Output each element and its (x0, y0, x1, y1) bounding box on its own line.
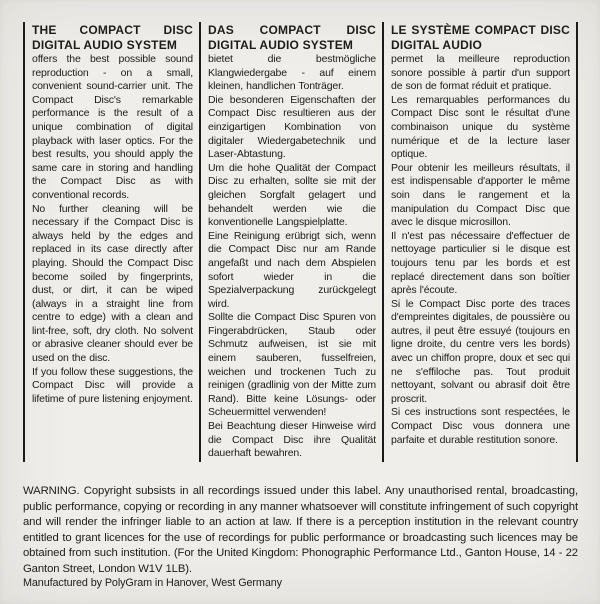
french-paragraph: Les remarquables performances du Compact Disc sont le résultat d'une combinaison unique du système numérique et de la lecture laser optique. (391, 93, 570, 161)
english-paragraph: No further cleaning will be necessary if the Compact Disc is always held by the edges and replaced in its case directly after playing. Should the Compact Disc become soiled by fingerprints, dust, or dirt, it can be wiped (always in a straight line from centre to edge) with a clean and lint-free, soft, dry cloth. No solvent or abrasive cleaner should ever be used on the disc. (32, 202, 193, 365)
column-english (23, 22, 199, 462)
copyright-warning: WARNING. Copyright subsists in all recordings issued under this label. Any unauthorised rental, broadcasting, public performance, copying or recording in any manner whatsoever will constitute infringement of such copyright and will render the infringer liable to an action at law. If there is a perception institution in the relevant country entitled to grant licences for the use of recordings for public performance or broadcasting such licences may be obtained from such institution. (For the United Kingdom: Phonographic Performance Ltd., Ganton House, 14 - 22 Ganton Street, London W1V 1LB). (23, 485, 578, 575)
french-paragraph: Pour obtenir les meilleurs résultats, il est indispensable d'apporter le même soin dans le rangement et la manipulation du Compact Disc que avec le disque microsillon. (391, 161, 570, 229)
german-paragraph: bietet die bestmögliche Klangwiedergabe - auf einem kleinen, handlichen Tonträger. (208, 53, 376, 93)
column-german (199, 22, 382, 462)
french-paragraph: Si le Compact Disc porte des traces d'empreintes digitales, de poussière ou autres, il peut être essuyé (toujours en ligne droite, du centre vers les bords) avec un chiffon propre, doux et sec qui ne s'effiloche pas. Tout produit nettoyant, solvant ou abrasif doit être proscrit. (391, 297, 570, 405)
german-paragraph: Die besonderen Eigenschaften der Compact Disc resultieren aus der einzigartigen Kombination von digitaler Wiedergabetechnik und Laser-Abtastung. (208, 93, 376, 161)
french-paragraph: permet la meilleure reproduction sonore possible à partir d'un support de son de format réduit et pratique. (391, 53, 570, 93)
german-paragraph: Sollte die Compact Disc Spuren von Fingerabdrücken, Staub oder Schmutz aufweisen, ist sie mit einem sauberen, fusselfreien, weichen und trockenen Tuch zu reinigen (gradlinig von der Mitte zum Rand). Bitte keine Lösungs- oder Scheuermittel verwenden! (208, 311, 376, 419)
care-instructions-columns (23, 22, 578, 462)
column-english-heading: THE COMPACT DISC DIGITAL AUDIO SYSTEM (32, 23, 193, 52)
german-paragraph: Bei Beachtung dieser Hinweise wird die Compact Disc ihre Qualität dauerhaft bewahren. (208, 420, 376, 460)
manufactured-note: Manufactured by PolyGram in Hanover, West Germany (23, 577, 282, 589)
french-paragraph: Si ces instructions sont respectées, le Compact Disc vous donnera une parfaite et durable restitution sonore. (391, 406, 570, 446)
french-paragraph: Il n'est pas nécessaire d'effectuer de nettoyage particulier si le disque est toujours tenu par les bords et est replacé directement dans son boîtier après l'écoute. (391, 229, 570, 297)
english-paragraph: If you follow these suggestions, the Compact Disc will provide a lifetime of pure listening enjoyment. (32, 365, 193, 405)
column-french (382, 22, 578, 462)
english-paragraph: offers the best possible sound reproduction - on a small, convenient sound-carrier unit. The Compact Disc's remarkable performance is the result of a unique combination of digital playback with laser optics. For the best results, you should apply the same care in storing and handling the Compact Disc as with conventional records. (32, 53, 193, 201)
german-paragraph: Um die hohe Qualität der Compact Disc zu erhalten, sollte sie mit der gleichen Sorgfalt gelagert und behandelt werden wie die konventionelle Langspielplatte. (208, 161, 376, 229)
german-paragraph: Eine Reinigung erübrigt sich, wenn die Compact Disc nur am Rande angefaßt und nach dem Abspielen sofort wieder in die Spezialverpackung zurückgelegt wird. (208, 229, 376, 310)
column-german-heading: DAS COMPACT DISC DIGITAL AUDIO SYSTEM (208, 23, 376, 52)
column-french-heading: LE SYSTÈME COMPACT DISC DIGITAL AUDIO (391, 23, 570, 52)
